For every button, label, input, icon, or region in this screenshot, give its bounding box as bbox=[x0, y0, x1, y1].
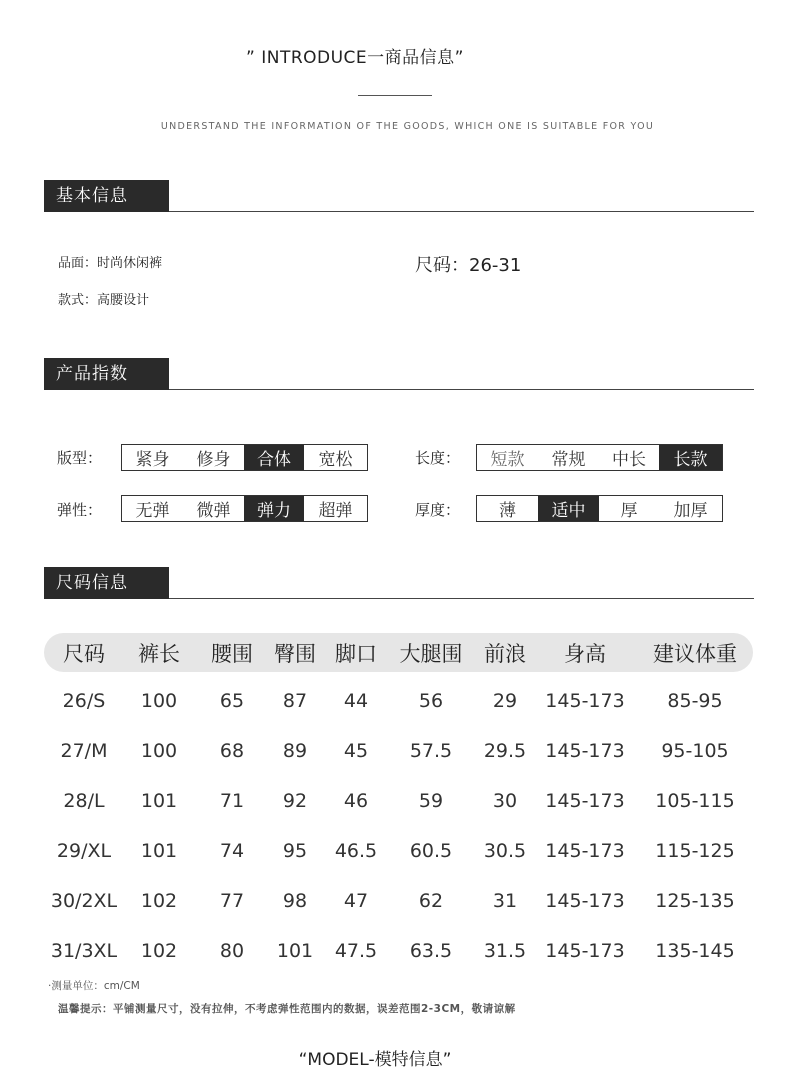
fit-options bbox=[121, 444, 368, 471]
table-cell: 26/S bbox=[62, 690, 106, 712]
product-name: 品面：时尚休闲裤 bbox=[58, 256, 163, 271]
page-title: ” INTRODUCE一商品信息” bbox=[246, 48, 464, 68]
product-style: 款式：高腰设计 bbox=[58, 293, 150, 308]
thickness-option: 薄 bbox=[499, 501, 516, 521]
table-cell: 31/3XL bbox=[50, 940, 118, 962]
table-cell: 101 bbox=[140, 840, 178, 862]
column-header: 建议体重 bbox=[653, 642, 737, 666]
length-option: 短款 bbox=[490, 450, 525, 470]
elasticity-label: 弹性： bbox=[57, 501, 103, 519]
table-cell: 77 bbox=[219, 890, 245, 912]
table-cell: 68 bbox=[219, 740, 245, 762]
section-rule bbox=[169, 389, 754, 390]
table-cell: 60.5 bbox=[409, 840, 453, 862]
thickness-option: 适中 bbox=[538, 496, 599, 521]
section-rule bbox=[169, 598, 754, 599]
table-cell: 71 bbox=[219, 790, 245, 812]
thickness-label: 厚度： bbox=[415, 501, 461, 519]
thickness-option: 加厚 bbox=[673, 501, 708, 521]
table-cell: 47 bbox=[343, 890, 369, 912]
table-cell: 74 bbox=[219, 840, 245, 862]
table-cell: 30.5 bbox=[483, 840, 527, 862]
elastic-option: 无弹 bbox=[135, 501, 170, 521]
table-cell: 30/2XL bbox=[50, 890, 118, 912]
elastic-option: 超弹 bbox=[318, 501, 353, 521]
table-cell: 145-173 bbox=[545, 840, 625, 862]
column-header: 脚口 bbox=[335, 642, 377, 666]
table-cell: 46 bbox=[343, 790, 369, 812]
table-cell: 30 bbox=[492, 790, 518, 812]
table-cell: 65 bbox=[219, 690, 245, 712]
thickness-option: 厚 bbox=[620, 501, 638, 521]
column-header: 尺码 bbox=[63, 642, 105, 666]
elastic-option: 弹力 bbox=[244, 496, 304, 521]
table-cell: 29/XL bbox=[56, 840, 112, 862]
table-cell: 44 bbox=[343, 690, 369, 712]
table-cell: 102 bbox=[140, 940, 178, 962]
table-cell: 125-135 bbox=[655, 890, 735, 912]
table-cell: 105-115 bbox=[655, 790, 735, 812]
table-cell: 28/L bbox=[63, 790, 105, 812]
table-cell: 95-105 bbox=[661, 740, 729, 762]
table-cell: 59 bbox=[418, 790, 444, 812]
table-cell: 95 bbox=[282, 840, 308, 862]
table-cell: 100 bbox=[140, 690, 178, 712]
section-title-basic: 基本信息 bbox=[44, 180, 169, 212]
column-header: 大腿围 bbox=[399, 642, 463, 666]
table-cell: 57.5 bbox=[409, 740, 453, 762]
measurement-tip-note: 温馨提示：平铺测量尺寸，没有拉伸，不考虑弹性范围内的数据，误差范围2-3CM，敬请谅解 bbox=[58, 1003, 516, 1015]
table-cell: 29 bbox=[492, 690, 518, 712]
table-cell: 62 bbox=[418, 890, 444, 912]
length-option: 中长 bbox=[612, 450, 646, 470]
product-size-range: 尺码：26-31 bbox=[415, 255, 522, 276]
length-option: 长款 bbox=[659, 445, 722, 470]
table-cell: 135-145 bbox=[655, 940, 735, 962]
length-label: 长度： bbox=[415, 449, 461, 467]
table-cell: 87 bbox=[282, 690, 308, 712]
elastic-option: 微弹 bbox=[196, 501, 231, 521]
table-cell: 145-173 bbox=[545, 890, 625, 912]
table-cell: 45 bbox=[343, 740, 369, 762]
table-cell: 63.5 bbox=[409, 940, 453, 962]
table-cell: 29.5 bbox=[483, 740, 527, 762]
thickness-options bbox=[476, 495, 723, 522]
table-cell: 100 bbox=[140, 740, 178, 762]
section-header-index bbox=[44, 358, 754, 391]
title-divider bbox=[358, 95, 432, 96]
table-cell: 56 bbox=[418, 690, 444, 712]
table-cell: 98 bbox=[282, 890, 308, 912]
table-cell: 27/M bbox=[60, 740, 108, 762]
table-cell: 31.5 bbox=[483, 940, 527, 962]
table-cell: 85-95 bbox=[667, 690, 723, 712]
section-rule bbox=[169, 211, 754, 212]
model-section-title: “MODEL-模特信息” bbox=[298, 1050, 452, 1070]
column-header: 腰围 bbox=[211, 642, 253, 666]
column-header: 臀围 bbox=[274, 642, 316, 666]
table-cell: 89 bbox=[282, 740, 308, 762]
table-cell: 145-173 bbox=[545, 940, 625, 962]
section-header-sizes bbox=[44, 567, 754, 600]
table-cell: 46.5 bbox=[334, 840, 378, 862]
section-title-sizes: 尺码信息 bbox=[44, 567, 169, 599]
type-option: 紧身 bbox=[135, 450, 170, 470]
table-cell: 102 bbox=[140, 890, 178, 912]
table-cell: 92 bbox=[282, 790, 308, 812]
table-cell: 47.5 bbox=[334, 940, 378, 962]
section-header-basic bbox=[44, 180, 754, 213]
table-cell: 145-173 bbox=[545, 790, 625, 812]
length-options bbox=[476, 444, 723, 471]
table-cell: 101 bbox=[140, 790, 178, 812]
elasticity-options bbox=[121, 495, 368, 522]
column-header: 身高 bbox=[564, 642, 606, 666]
table-cell: 101 bbox=[276, 940, 314, 962]
fit-label: 版型： bbox=[57, 449, 103, 467]
table-cell: 145-173 bbox=[545, 690, 625, 712]
type-option: 合体 bbox=[244, 445, 304, 470]
table-cell: 80 bbox=[219, 940, 245, 962]
type-option: 修身 bbox=[196, 450, 231, 470]
measurement-unit-note: ·测量单位：cm/CM bbox=[48, 980, 140, 992]
table-cell: 31 bbox=[492, 890, 518, 912]
column-header: 前浪 bbox=[484, 642, 526, 666]
table-cell: 145-173 bbox=[545, 740, 625, 762]
table-cell: 115-125 bbox=[655, 840, 735, 862]
length-option: 常规 bbox=[551, 450, 586, 470]
section-title-index: 产品指数 bbox=[44, 358, 169, 390]
page-subtitle: UNDERSTAND THE INFORMATION OF THE GOODS, WHICH ONE IS SUITABLE FOR YOU bbox=[160, 121, 655, 132]
type-option: 宽松 bbox=[318, 450, 353, 470]
column-header: 裤长 bbox=[138, 642, 180, 666]
